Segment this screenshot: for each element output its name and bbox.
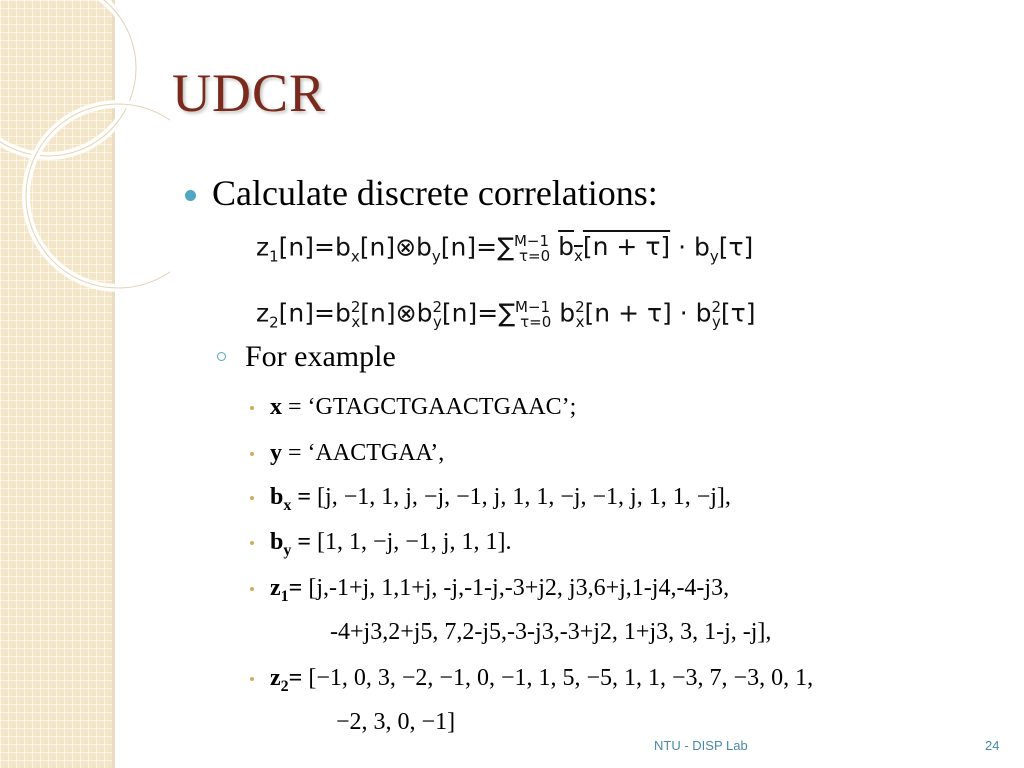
item-z2-continuation: −2, 3, 0, −1]	[336, 709, 456, 735]
page-number: 24	[985, 738, 1000, 753]
bullet-dot-icon	[185, 190, 196, 201]
bullet-icon	[250, 587, 254, 591]
sub-bullet	[217, 340, 396, 374]
item-z1-continuation: -4+j3,2+j5, 7,2-j5,-3-j3,-3+j2, 1+j3, 3, 1-j, -j],	[330, 619, 772, 645]
bullet-icon	[250, 541, 254, 545]
bullet-icon	[250, 677, 254, 681]
correlation-formula-2: $z_2[n]=b^2_x[n]\otimes b^2_y[n]=\sum^{M-1}_{\tau=0}$ $b^2_x[n + \tau] \cdot b^2_y[\tau]$	[256, 298, 756, 332]
bullet-icon	[250, 496, 254, 500]
footer-lab-name: NTU - DISP Lab	[654, 738, 748, 753]
item-by: $b_y = [1$, 1, −j, −1, j, 1, 1].	[250, 529, 511, 560]
bullet-icon	[250, 406, 254, 410]
bullet-icon	[250, 452, 254, 456]
item-z2: $z_2= [-1$, 0, 3, −2, −1, 0, −1, 1, 5, −5, 1, 1, −3, 7, −3, 0, 1,	[250, 665, 813, 696]
sub-bullet-text: For example	[245, 340, 396, 373]
item-y: y = ‘AACTGAA’,	[250, 440, 444, 467]
decorative-circles	[0, 0, 170, 330]
item-bx: $b_x = [j$, −1, 1, j, −j, −1, j, 1, 1, −j, −1, j, 1, 1, −j],	[250, 484, 731, 515]
main-bullet-text: Calculate discrete correlations:	[212, 173, 658, 213]
item-x: x = ‘GTAGCTGAACTGAAC’;	[250, 394, 576, 421]
item-z1: $z_1= [j,-1+j$, 1,1+j, -j,-1-j,-3+j2, j3,6+j,1-j4,-4-j3,	[250, 575, 729, 606]
slide-title: UDCR	[172, 63, 327, 123]
correlation-formula-1: $z_1[n]=b_x[n]\otimes b_y[n]=\sum^{M-1}_{\tau=0}$ $b_x[n + \tau] \cdot b_y[\tau]$	[256, 232, 754, 266]
